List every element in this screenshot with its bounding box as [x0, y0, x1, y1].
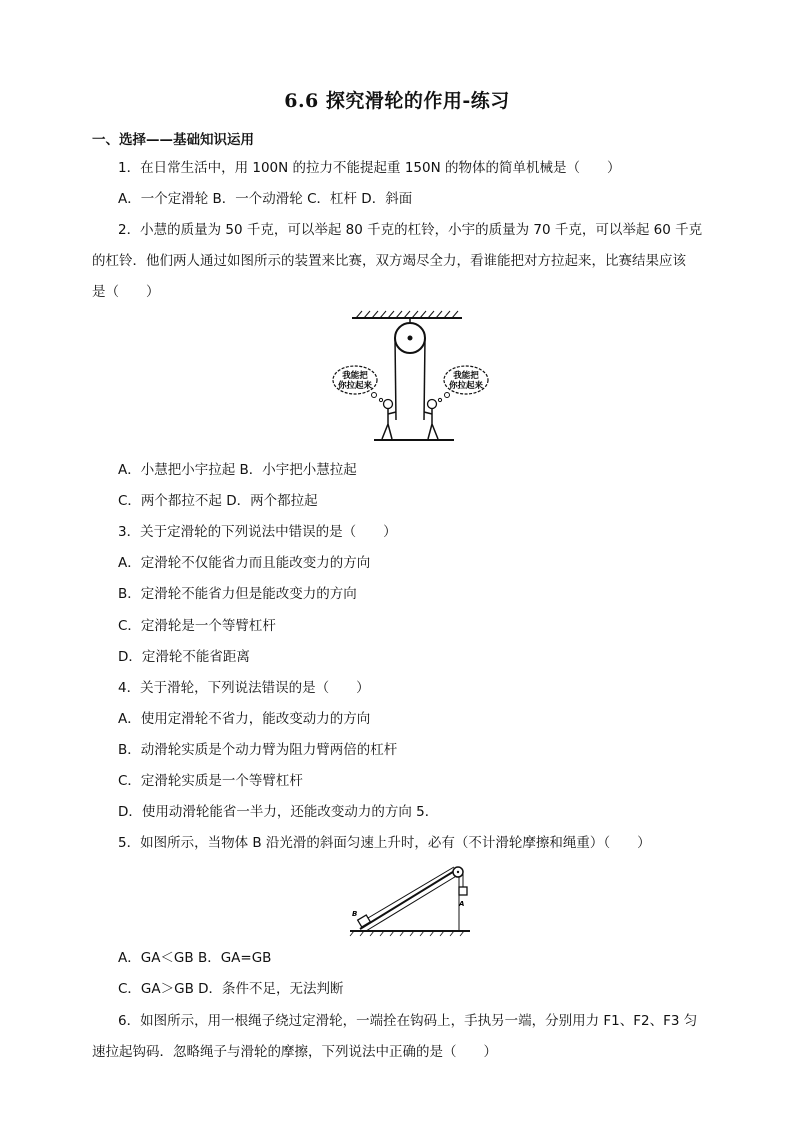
- bubble-left-line-2: 你拉起来: [337, 381, 373, 391]
- question-1-stem: 1．在日常生活中，用 100N 的拉力不能提起重 150N 的物体的简单机械是（ ）: [118, 160, 621, 176]
- question-2-options-line-2: C．两个都拉不起 D．两个都拉起: [118, 493, 318, 509]
- block-b-label: B: [352, 910, 358, 918]
- question-3-option-c: C．定滑轮是一个等臂杠杆: [118, 618, 276, 634]
- question-2-stem-line-2: 的杠铃．他们两人通过如图所示的装置来比赛，双方竭尽全力，看谁能把对方拉起来，比赛结果应该: [92, 253, 686, 269]
- question-3-option-d: D．定滑轮不能省距离: [118, 649, 250, 665]
- question-5-stem: 5．如图所示，当物体 B 沿光滑的斜面匀速上升时，必有（不计滑轮摩擦和绳重）（ ）: [118, 835, 651, 851]
- page-title: 6.6 探究滑轮的作用-练习: [284, 90, 510, 112]
- pulley-contest-figure: [330, 308, 492, 448]
- bubble-right-line-2: 你拉起来: [448, 381, 484, 391]
- question-5-options-line-2: C．GA＞GB D．条件不足，无法判断: [118, 981, 344, 997]
- question-5-options-line-1: A．GA＜GB B．GA=GB: [118, 950, 272, 966]
- question-3-option-a: A．定滑轮不仅能省力而且能改变力的方向: [118, 555, 371, 571]
- bubble-left-line-1: 我能把: [342, 371, 368, 381]
- question-3-stem: 3．关于定滑轮的下列说法中错误的是（ ）: [118, 524, 397, 540]
- question-2-stem-line-3: 是（ ）: [92, 284, 160, 300]
- block-a-label: A: [459, 900, 465, 908]
- bubble-right-line-1: 我能把: [453, 371, 479, 381]
- question-4-option-b: B．动滑轮实质是个动力臂为阻力臂两倍的杠杆: [118, 742, 398, 758]
- question-2-stem-line-1: 2．小慧的质量为 50 千克，可以举起 80 千克的杠铃，小宇的质量为 70 千克，可以举起 60 千克: [118, 222, 703, 238]
- question-1-options: A．一个定滑轮 B．一个动滑轮 C．杠杆 D．斜面: [118, 191, 413, 207]
- question-4-option-a: A．使用定滑轮不省力，能改变动力的方向: [118, 711, 371, 727]
- section-title: 一、选择——基础知识运用: [92, 132, 254, 148]
- question-4-option-d: D．使用动滑轮能省一半力，还能改变动力的方向 5．: [118, 804, 439, 820]
- question-4-option-c: C．定滑轮实质是一个等臂杠杆: [118, 773, 303, 789]
- question-4-stem: 4．关于滑轮，下列说法错误的是（ ）: [118, 680, 370, 696]
- question-2-options-line-1: A．小慧把小宇拉起 B．小宇把小慧拉起: [118, 462, 357, 478]
- question-6-stem-line-1: 6．如图所示，用一根绳子绕过定滑轮，一端拴在钩码上，手执另一端，分别用力 F1、F2、F3 匀: [118, 1013, 698, 1029]
- question-3-option-b: B．定滑轮不能省力但是能改变力的方向: [118, 586, 357, 602]
- question-6-stem-line-2: 速拉起钩码．忽略绳子与滑轮的摩擦，下列说法中正确的是（ ）: [92, 1044, 497, 1060]
- incline-pulley-figure: [346, 856, 476, 938]
